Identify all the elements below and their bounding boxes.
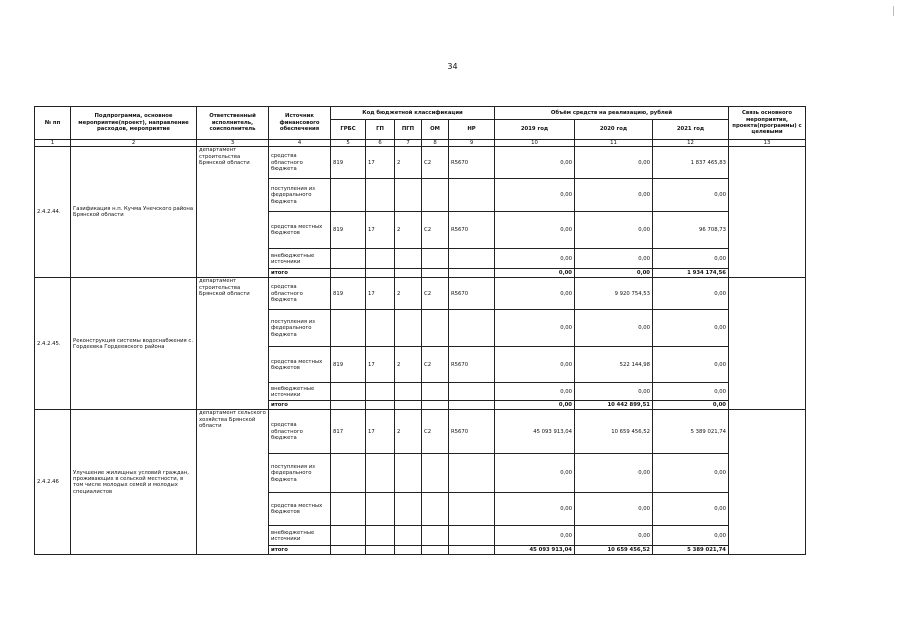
amount-2021: 5 389 021,74 (653, 546, 729, 555)
funding-source: внебюджетные источники (269, 249, 331, 269)
code-nr (449, 310, 495, 347)
column-index: 9 (449, 140, 495, 147)
code-gp (366, 493, 395, 526)
code-gp (366, 546, 395, 555)
amount-2019: 0,00 (495, 310, 575, 347)
amount-2021: 96 708,73 (653, 212, 729, 249)
code-pgp (395, 526, 422, 546)
header-link: Связь основного мероприятия, проекта(программы) с целевыми (729, 107, 806, 140)
item-number: 2.4.2.44. (35, 147, 71, 278)
code-pgp (395, 383, 422, 401)
page-number: 34 (447, 62, 458, 71)
header-code-grbs: ГРБС (331, 120, 366, 140)
column-index: 7 (395, 140, 422, 147)
column-index: 10 (495, 140, 575, 147)
column-index: 11 (575, 140, 653, 147)
amount-2019: 0,00 (495, 212, 575, 249)
code-nr: R5670 (449, 347, 495, 383)
header-budget-code: Код бюджетной классификации (331, 107, 495, 120)
code-grbs: 817 (331, 410, 366, 454)
code-gp: 17 (366, 147, 395, 179)
funding-source: итого (269, 401, 331, 410)
column-index: 3 (197, 140, 269, 147)
code-pgp (395, 310, 422, 347)
code-gp: 17 (366, 410, 395, 454)
code-om (422, 546, 449, 555)
code-om (422, 179, 449, 212)
amount-2019: 45 093 913,04 (495, 546, 575, 555)
code-gp: 17 (366, 278, 395, 310)
amount-2019: 45 093 913,04 (495, 410, 575, 454)
code-gp (366, 179, 395, 212)
link-cell (729, 278, 806, 410)
code-om (422, 401, 449, 410)
code-om (422, 269, 449, 278)
funding-source: поступления из федерального бюджета (269, 179, 331, 212)
amount-2021: 0,00 (653, 383, 729, 401)
column-index: 12 (653, 140, 729, 147)
amount-2021: 0,00 (653, 526, 729, 546)
code-pgp: 2 (395, 347, 422, 383)
code-pgp (395, 493, 422, 526)
amount-2020: 0,00 (575, 310, 653, 347)
amount-2019: 0,00 (495, 147, 575, 179)
code-gp (366, 249, 395, 269)
code-gp: 17 (366, 347, 395, 383)
header-code-om: ОМ (422, 120, 449, 140)
amount-2019: 0,00 (495, 493, 575, 526)
code-nr (449, 493, 495, 526)
amount-2021: 1 837 465,83 (653, 147, 729, 179)
amount-2021: 1 934 174,56 (653, 269, 729, 278)
amount-2020: 0,00 (575, 249, 653, 269)
header-source: Источник финансового обеспечения (269, 107, 331, 140)
code-om: С2 (422, 212, 449, 249)
code-om: С2 (422, 347, 449, 383)
amount-2020: 522 144,98 (575, 347, 653, 383)
amount-2021: 0,00 (653, 278, 729, 310)
item-name: Реконструкция системы водоснабжения с. Гордеевка Гордеевского района (71, 278, 197, 410)
code-pgp (395, 179, 422, 212)
column-index: 8 (422, 140, 449, 147)
code-om: С2 (422, 147, 449, 179)
source-row-regional (35, 147, 806, 179)
funding-source: поступления из федерального бюджета (269, 454, 331, 493)
funding-source: внебюджетные источники (269, 383, 331, 401)
column-index: 4 (269, 140, 331, 147)
code-grbs (331, 249, 366, 269)
budget-table (34, 106, 806, 555)
funding-source: итого (269, 546, 331, 555)
code-pgp: 2 (395, 147, 422, 179)
code-grbs (331, 383, 366, 401)
amount-2019: 0,00 (495, 278, 575, 310)
amount-2021: 0,00 (653, 401, 729, 410)
amount-2020: 10 659 456,52 (575, 546, 653, 555)
item-number: 2.4.2.45. (35, 278, 71, 410)
code-pgp (395, 454, 422, 493)
code-nr (449, 454, 495, 493)
header-code-gp: ГП (366, 120, 395, 140)
funding-source: внебюджетные источники (269, 526, 331, 546)
amount-2019: 0,00 (495, 249, 575, 269)
code-nr: R5670 (449, 212, 495, 249)
amount-2020: 0,00 (575, 147, 653, 179)
code-grbs: 819 (331, 278, 366, 310)
amount-2021: 0,00 (653, 347, 729, 383)
amount-2021: 0,00 (653, 454, 729, 493)
table-header (35, 107, 806, 147)
amount-2021: 0,00 (653, 493, 729, 526)
code-nr (449, 249, 495, 269)
column-index: 2 (71, 140, 197, 147)
code-nr (449, 401, 495, 410)
code-grbs (331, 310, 366, 347)
code-gp (366, 383, 395, 401)
header-code-pgp: ПГП (395, 120, 422, 140)
amount-2020: 0,00 (575, 212, 653, 249)
link-cell (729, 147, 806, 278)
amount-2020: 0,00 (575, 383, 653, 401)
amount-2020: 0,00 (575, 179, 653, 212)
item-name: Улучшение жилищных условий граждан, проживающих в сельской местности, в том числе молодых семей и молодых специалистов (71, 410, 197, 555)
column-index: 13 (729, 140, 806, 147)
amount-2019: 0,00 (495, 454, 575, 493)
code-om: С2 (422, 410, 449, 454)
table-body (35, 147, 806, 555)
source-row-regional (35, 410, 806, 454)
code-grbs (331, 526, 366, 546)
amount-2021: 0,00 (653, 249, 729, 269)
amount-2019: 0,00 (495, 383, 575, 401)
amount-2020: 0,00 (575, 269, 653, 278)
code-om (422, 383, 449, 401)
code-nr (449, 269, 495, 278)
amount-2020: 0,00 (575, 526, 653, 546)
code-nr: R5670 (449, 410, 495, 454)
code-om: С2 (422, 278, 449, 310)
code-gp (366, 526, 395, 546)
column-index: 6 (366, 140, 395, 147)
amount-2020: 9 920 754,53 (575, 278, 653, 310)
code-nr (449, 546, 495, 555)
code-nr: R5670 (449, 147, 495, 179)
code-grbs: 819 (331, 347, 366, 383)
amount-2019: 0,00 (495, 347, 575, 383)
code-pgp (395, 401, 422, 410)
page-edge-mark (893, 6, 894, 16)
amount-2019: 0,00 (495, 526, 575, 546)
amount-2021: 5 389 021,74 (653, 410, 729, 454)
amount-2020: 0,00 (575, 493, 653, 526)
source-row-regional (35, 278, 806, 310)
funding-source: средства областного бюджета (269, 410, 331, 454)
code-grbs (331, 401, 366, 410)
column-index: 5 (331, 140, 366, 147)
funding-source: итого (269, 269, 331, 278)
funding-source: средства областного бюджета (269, 278, 331, 310)
amount-2020: 10 442 899,51 (575, 401, 653, 410)
code-nr (449, 526, 495, 546)
column-index-row (35, 140, 806, 147)
code-om (422, 249, 449, 269)
header-volume: Объём средств на реализацию, рублей (495, 107, 729, 120)
code-gp (366, 401, 395, 410)
code-gp (366, 454, 395, 493)
code-nr: R5670 (449, 278, 495, 310)
header-year-2021: 2021 год (653, 120, 729, 140)
amount-2020: 0,00 (575, 454, 653, 493)
header-executor: Ответственный исполнитель, соисполнитель (197, 107, 269, 140)
code-pgp (395, 546, 422, 555)
code-gp (366, 269, 395, 278)
header-name: Подпрограмма, основное мероприятие(проект), направление расходов, мероприятие (71, 107, 197, 140)
header-code-nr: НР (449, 120, 495, 140)
code-grbs (331, 493, 366, 526)
code-nr (449, 383, 495, 401)
code-pgp (395, 249, 422, 269)
code-grbs (331, 546, 366, 555)
code-om (422, 526, 449, 546)
code-grbs: 819 (331, 147, 366, 179)
code-nr (449, 179, 495, 212)
amount-2019: 0,00 (495, 269, 575, 278)
amount-2020: 10 659 456,52 (575, 410, 653, 454)
amount-2021: 0,00 (653, 310, 729, 347)
code-grbs (331, 454, 366, 493)
code-grbs (331, 179, 366, 212)
code-pgp (395, 269, 422, 278)
header-num: № пп (35, 107, 71, 140)
funding-source: средства местных бюджетов (269, 347, 331, 383)
code-gp: 17 (366, 212, 395, 249)
amount-2019: 0,00 (495, 401, 575, 410)
executor: департамент строительства Брянской области (197, 278, 269, 410)
header-year-2020: 2020 год (575, 120, 653, 140)
header-year-2019: 2019 год (495, 120, 575, 140)
code-om (422, 454, 449, 493)
funding-source: средства местных бюджетов (269, 212, 331, 249)
funding-source: поступления из федерального бюджета (269, 310, 331, 347)
code-om (422, 310, 449, 347)
amount-2021: 0,00 (653, 179, 729, 212)
funding-source: средства местных бюджетов (269, 493, 331, 526)
item-number: 2.4.2.46 (35, 410, 71, 555)
executor: департамент сельского хозяйства Брянской области (197, 410, 269, 555)
item-name: Газификация н.п. Кучма Унечского района Брянской области (71, 147, 197, 278)
funding-source: средства областного бюджета (269, 147, 331, 179)
code-pgp: 2 (395, 278, 422, 310)
code-om (422, 493, 449, 526)
code-gp (366, 310, 395, 347)
code-grbs (331, 269, 366, 278)
executor: департамент строительства Брянской области (197, 147, 269, 278)
code-pgp: 2 (395, 410, 422, 454)
code-grbs: 819 (331, 212, 366, 249)
code-pgp: 2 (395, 212, 422, 249)
amount-2019: 0,00 (495, 179, 575, 212)
column-index: 1 (35, 140, 71, 147)
link-cell (729, 410, 806, 555)
